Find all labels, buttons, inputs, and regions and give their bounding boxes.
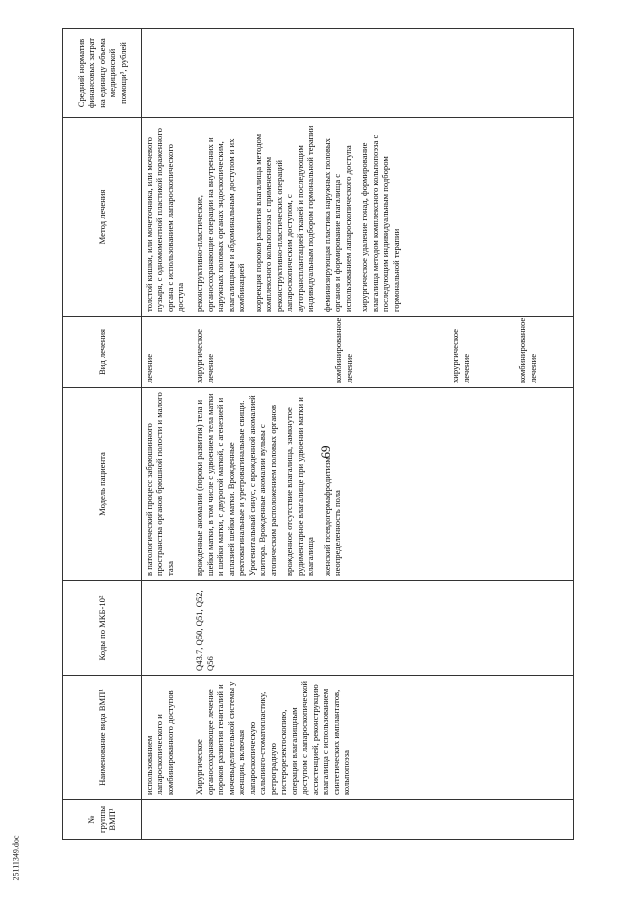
table-row [142, 29, 193, 840]
patient-model-c: женский псевдогермафродитизм неопределенность пола [321, 457, 343, 576]
table-header-row [63, 29, 142, 840]
group-no-cell [142, 800, 193, 840]
patient-model-b: врожденное отсутствие влагалища, замкнутое рудиментарное влагалище при удвоении матки и влагалища [284, 397, 316, 576]
treatment-method-cell: толстой кишки, или мочеточника, или мочевого пузыря, с одномоментной пластикой пораженного органа с использованием лапароскопического доступа [142, 118, 193, 317]
vmp-name-cell: использованием лапароскопического и комбинированного доступов [142, 676, 193, 800]
treatment-method-c1: феминизирующая пластика наружных половых органов и формирование влагалища с использованием лапароскопического доступа [321, 138, 353, 312]
page-number: 69 [318, 445, 333, 459]
vmp-name-cell: Хирургическое органосохраняющее лечение пороков развития гениталий и мочевыделительной системы у женщин, включая лапароскопическую сальпинго-стоматопластику, ретроградную гистерорезектоскопию, операции влагалищным доступом с лапароскопической ассистенцией, реконструкцию влагалища с использованием синтетических имплантатов, кольпопоэза [192, 676, 573, 800]
patient-model-cell [192, 388, 573, 581]
avg-cost-cell [142, 29, 193, 118]
treatment-method-c2: хирургическое удаление гонад, формирование влагалища методом комплексного кольпопоэза с последующим индивидуальным подбором гормональной терапии [359, 134, 401, 312]
group-no-cell [192, 800, 573, 840]
patient-model-a: врожденные аномалии (пороки развития) тела и шейки матки, в том числе с удвоением тела матки и шейки матки, с двурогой маткой, с агенезией и аплазией шейки матки. Врожденные ректовагинальные и уретровагинальные свищи. Урогенитальный синус, с врожденной аномалией клитора. Врожденные аномалии вульвы с атопическим расположением половых органов [194, 393, 278, 576]
icd-codes-cell [142, 581, 193, 676]
treatment-method-a: реконструктивно-пластические, органосохраняющие операции на внутренних и наружных половых органах эндоскопическим, влагалищным и абдоминальным доступом и их комбинацией [194, 137, 247, 312]
header-vmp-name: Наименование вида ВМП¹ [63, 676, 142, 800]
header-avg-cost: Средний норматив финансовых затрат на единицу объема медицинской помощи³, рублей [63, 29, 142, 118]
treatment-method-b: коррекция пороков развития влагалища методом комплексного кольпопоэза с применением реконструктивно-пластических операций лапароскопическим доступом, с аутотрансплантацией тканей и последующим индивидуальным подбором гормональной терапии [252, 125, 316, 312]
header-treatment-method: Метод лечения [63, 118, 142, 317]
treatment-type-c2: комбинированное лечение [517, 317, 538, 383]
header-treatment-type: Вид лечения [63, 317, 142, 388]
rotated-table-page [62, 29, 574, 840]
treatment-type-cell: лечение [142, 317, 193, 388]
icd-codes-cell: Q43.7, Q50, Q51, Q52, Q56 [192, 581, 573, 676]
treatment-type-b: комбинированное лечение [333, 317, 354, 383]
treatment-method-cell [192, 118, 573, 317]
treatment-type-a: хирургическое лечение [194, 329, 215, 383]
avg-cost-cell [192, 29, 573, 118]
treatment-type-c1: хирургическое лечение [450, 329, 471, 383]
vmp-table [62, 28, 574, 840]
treatment-type-cell [192, 317, 573, 388]
document-code: 25111349.doc [11, 835, 21, 881]
patient-model-cell: в патологический процесс забрюшинного пространства органов брюшной полости и малого таза [142, 388, 193, 581]
header-patient-model: Модель пациента [63, 388, 142, 581]
header-icd-codes: Коды по МКБ-10² [63, 581, 142, 676]
table-row [192, 29, 573, 840]
header-group-no: № группы ВМП¹ [63, 800, 142, 840]
